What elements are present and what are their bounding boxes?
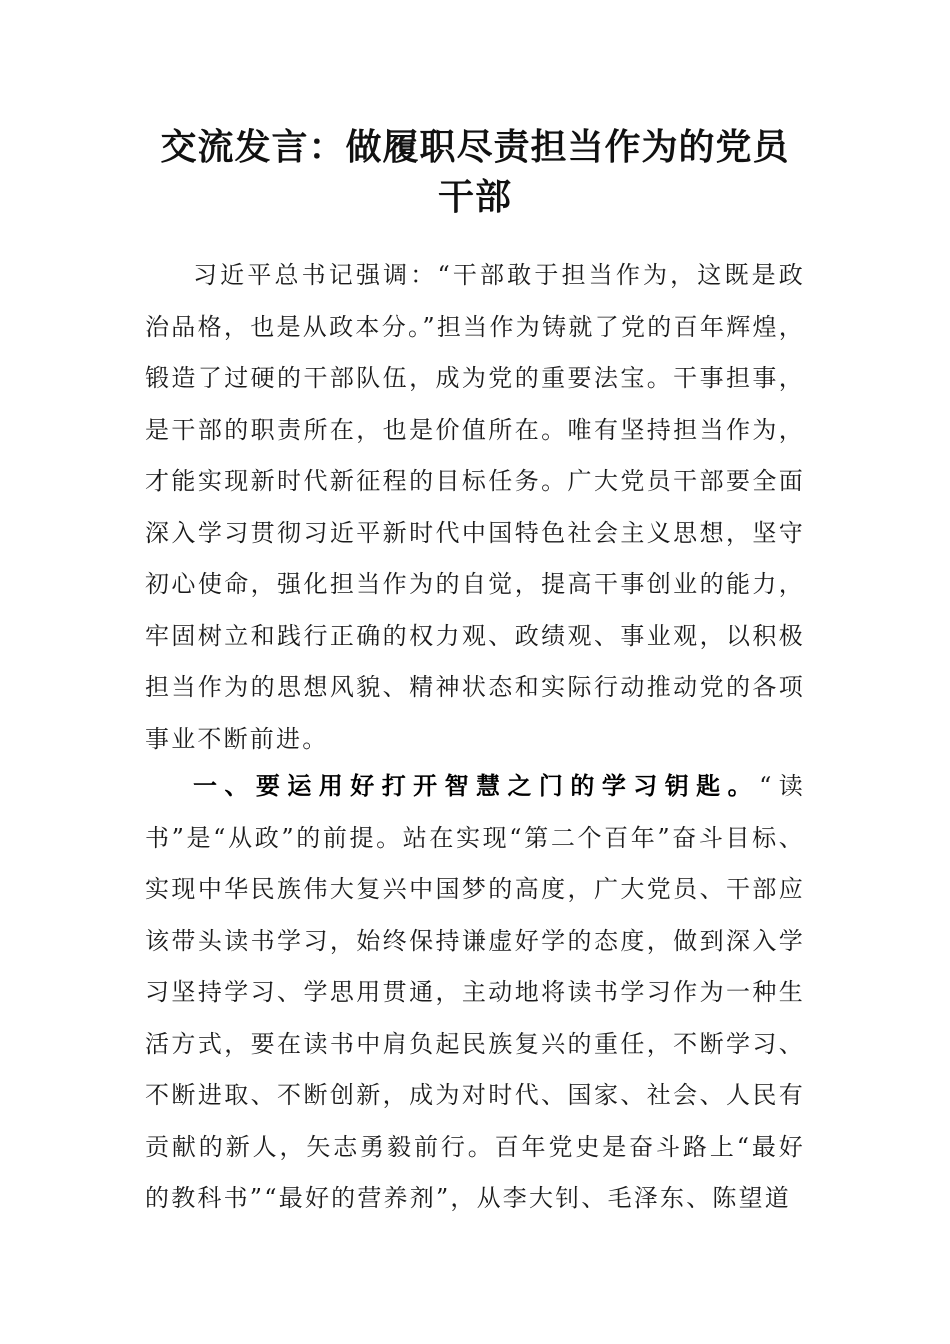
title-line-2: 干部 [437,176,512,218]
page-title [145,122,805,222]
section-1-text: “读书”是“从政”的前提。站在实现“第二个百年”奋斗目标、实现中华民族伟大复兴中国梦的高度，广大党员、干部应该带头读书学习，始终保持谦虚好学的态度，做到深入学习坚持学习、学思用贯通，主动地将读书学习作为一种生活方式，要在读书中肩负起民族复兴的重任，不断学习、不断进取、不断创新，成为对时代、国家、社会、人民有贡献的新人，矢志勇毅前行。百年党史是奋斗路上“最好的教科书”“最好的营养剂”，从李大钊、毛泽东、陈望道 [145,772,805,1212]
section-1-heading: 一、要运用好打开智慧之门的学习钥匙。 [193,771,760,800]
section-1-paragraph [145,760,805,1225]
intro-paragraph: 习近平总书记强调：“干部敢于担当作为，这既是政治品格，也是从政本分。”担当作为铸就了党的百年辉煌，锻造了过硬的干部队伍，成为党的重要法宝。干事担事，是干部的职责所在，也是价值所在。唯有坚持担当作为，才能实现新时代新征程的目标任务。广大党员干部要全面深入学习贯彻习近平新时代中国特色社会主义思想，坚守初心使命，强化担当作为的自觉，提高干事创业的能力，牢固树立和践行正确的权力观、政绩观、事业观，以积极担当作为的思想风貌、精神状态和实际行动推动党的各项事业不断前进。 [145,261,805,753]
title-line-1: 交流发言：做履职尽责担当作为的党员 [160,126,790,168]
